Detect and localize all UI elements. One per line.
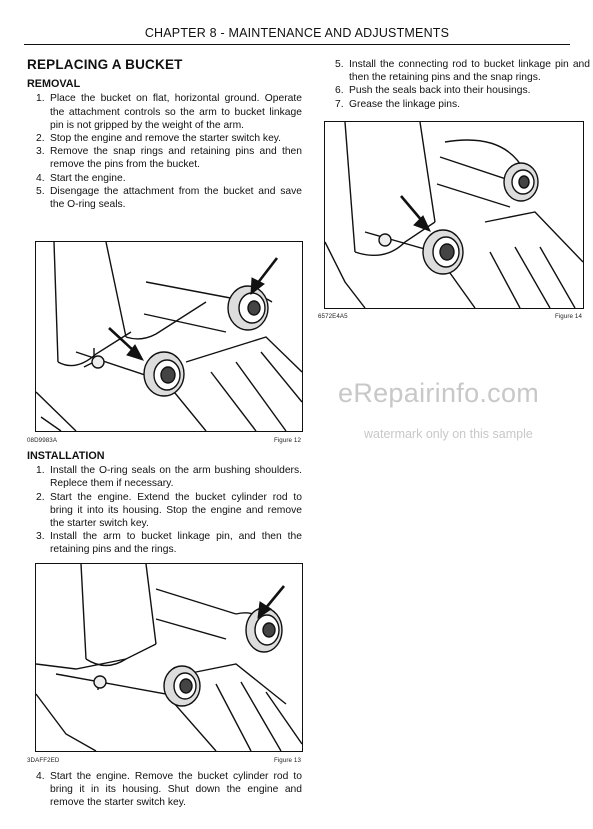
list-item — [27, 172, 302, 185]
bucket-linkage-drawing — [36, 564, 302, 751]
step-number: 5. — [36, 185, 45, 197]
header-rule — [24, 44, 570, 45]
figure-14-code: 6572E4A5 — [318, 313, 348, 320]
list-item — [27, 770, 302, 810]
step-text: Stop the engine and remove the starter switch key. — [50, 133, 282, 145]
step-text: Install the arm to bucket linkage pin, and then the retaining pins and the rings. — [50, 531, 302, 556]
figure-12-code: 08D9983A — [27, 437, 58, 444]
removal-heading: REMOVAL — [27, 78, 81, 91]
step-text: Start the engine. Remove the bucket cylinder rod to bring it in its housing. Shut down the engine and remove the starter switch key. — [50, 771, 302, 809]
figure-14-label: Figure 14 — [554, 313, 582, 320]
step-number: 1. — [36, 93, 45, 105]
step-text: Install the O-ring seals on the arm bushing shoulders. Replece them if necessary. — [50, 465, 302, 490]
installation-block-continued — [27, 770, 302, 810]
step-number: 2. — [36, 133, 45, 145]
step-number: 4. — [36, 172, 45, 184]
step-number: 1. — [36, 465, 45, 477]
step-text: Install the connecting rod to bucket linkage pin and then the retaining pins and the snap rings. — [349, 59, 590, 84]
watermark-text: eRepairinfo.com — [338, 378, 540, 408]
figure-12-label: Figure 12 — [273, 437, 301, 444]
step-number: 6. — [335, 85, 344, 97]
bucket-linkage-drawing — [36, 242, 302, 431]
list-item — [27, 132, 302, 145]
step-text: Start the engine. Extend the bucket cylinder rod to bring it into its housing. Stop the engine and remove the starter switch key. — [50, 491, 302, 530]
figure-13-illustration — [35, 563, 303, 752]
list-item — [27, 185, 302, 211]
list-item — [27, 530, 302, 556]
installation-block — [27, 450, 302, 557]
installation-heading: INSTALLATION — [27, 450, 105, 462]
right-column — [326, 58, 590, 111]
step-text: Grease the linkage pins. — [349, 98, 461, 110]
installation-steps-cont — [27, 770, 302, 810]
step-text: Push the seals back into their housings. — [349, 85, 531, 97]
removal-steps — [27, 92, 302, 211]
installation-steps-right — [326, 58, 590, 111]
list-item — [27, 92, 302, 132]
step-number: 2. — [36, 491, 45, 503]
section-title: REPLACING A BUCKET — [27, 57, 183, 72]
bucket-linkage-drawing — [325, 122, 583, 308]
installation-steps — [27, 464, 302, 556]
figure-14-illustration — [324, 121, 584, 309]
step-text: Place the bucket on flat, horizontal ground. Operate the attachment controls so the arm to bucket linkage pin is not gripped by the weight of the arm. — [50, 93, 302, 131]
step-number: 5. — [335, 59, 344, 70]
figure-13-code: 3DAFF2ED — [27, 757, 60, 764]
left-column — [27, 58, 302, 211]
step-number: 3. — [36, 146, 45, 158]
list-item — [27, 145, 302, 171]
list-item — [326, 58, 590, 84]
step-number: 4. — [36, 771, 45, 782]
list-item — [326, 84, 590, 97]
step-text: Start the engine. — [50, 172, 126, 184]
chapter-header: CHAPTER 8 - MAINTENANCE AND ADJUSTMENTS — [144, 26, 450, 40]
step-number: 7. — [335, 98, 344, 110]
figure-13-label: Figure 13 — [273, 757, 301, 764]
list-item — [27, 464, 302, 490]
step-text: Remove the snap rings and retaining pins and then remove the pins from the bucket. — [50, 146, 302, 171]
watermark-subtext: watermark only on this sample — [364, 427, 533, 441]
figure-12-illustration — [35, 241, 303, 432]
list-item — [326, 98, 590, 111]
list-item — [27, 491, 302, 531]
step-number: 3. — [36, 531, 45, 543]
step-text: Disengage the attachment from the bucket and save the O-ring seals. — [50, 185, 302, 211]
